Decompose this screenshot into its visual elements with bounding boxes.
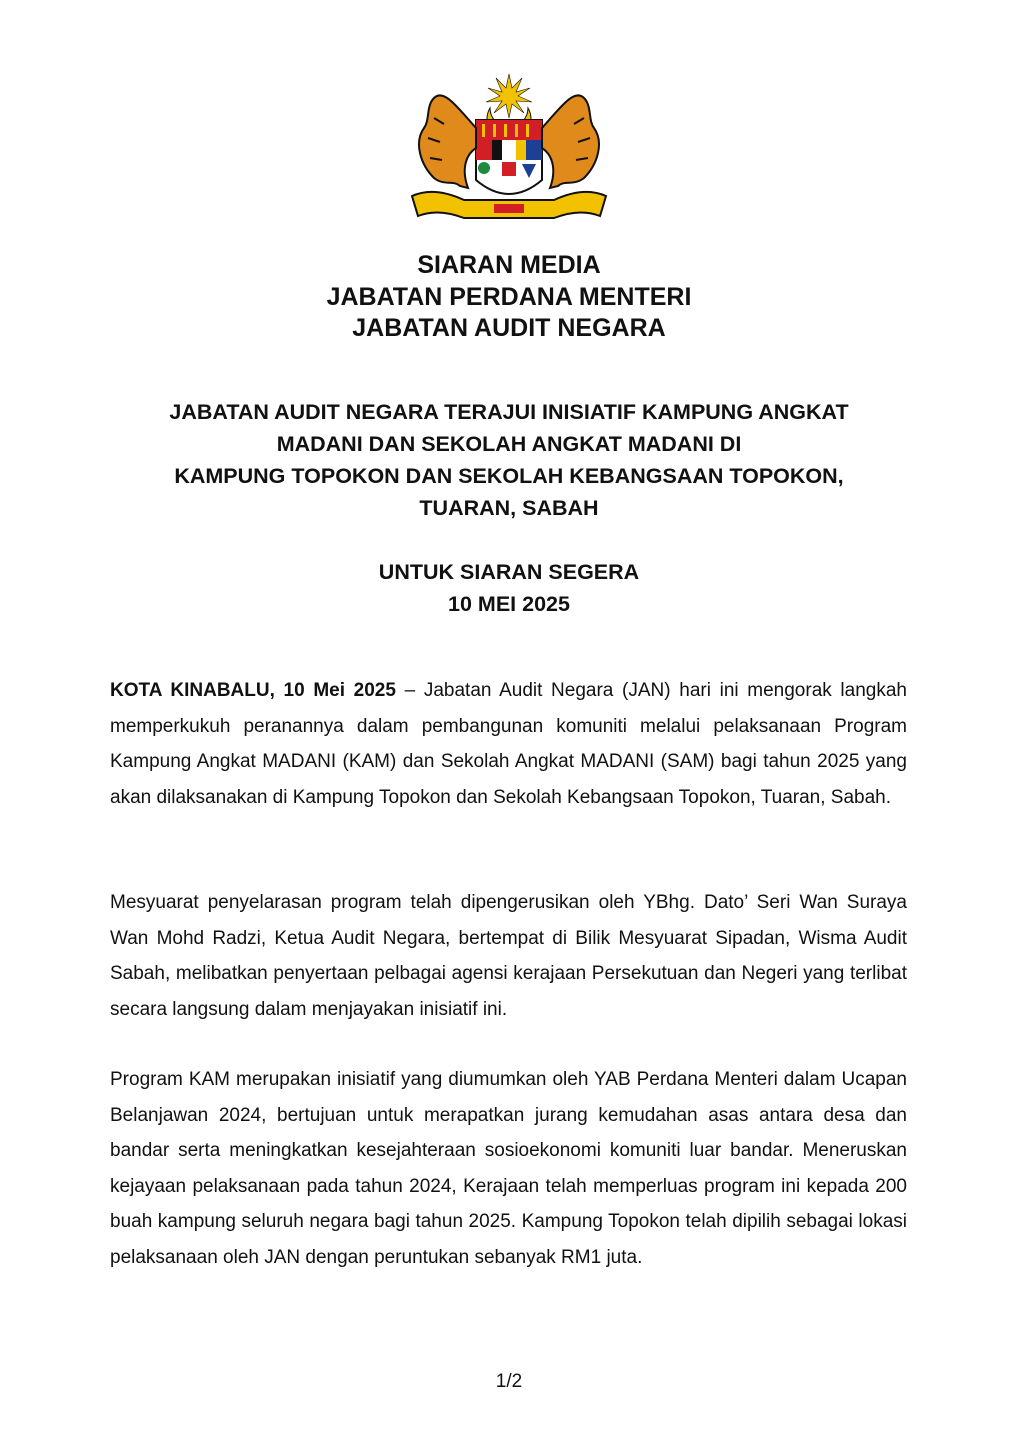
paragraph-3: Program KAM merupakan inisiatif yang diumumkan oleh YAB Perdana Menteri dalam Ucapan Belanjawan 2024, bertujuan untuk merapatkan jurang kemudahan asas antara desa dan bandar serta meningkatkan kesejahteraan sosioekonomi komuniti luar bandar. Meneruskan kejayaan pelaksanaan pada tahun 2024, Kerajaan telah memperluas program ini kepada 200 buah kampung seluruh negara bagi tahun 2025. Kampung Topokon telah dipilih sebagai lokasi pelaksanaan oleh JAN dengan peruntukan sebanyak RM1 juta. bbox=[110, 1069, 907, 1268]
press-title bbox=[110, 396, 908, 524]
page-number: 1/2 bbox=[495, 1371, 523, 1392]
release-date: 10 MEI 2025 bbox=[448, 592, 570, 616]
header-line-2: JABATAN PERDANA MENTERI bbox=[326, 282, 692, 311]
title-line-2: MADANI DAN SEKOLAH ANGKAT MADANI DI bbox=[276, 432, 742, 456]
release-block bbox=[0, 556, 1018, 620]
header-line-1: SIARAN MEDIA bbox=[417, 251, 601, 279]
title-line-3: KAMPUNG TOPOKON DAN SEKOLAH KEBANGSAAN TOPOKON, bbox=[174, 464, 844, 488]
header-line-3: JABATAN AUDIT NEGARA bbox=[352, 314, 666, 342]
malaysia-coat-of-arms-icon bbox=[404, 68, 614, 228]
header-block bbox=[0, 250, 1018, 345]
paragraph-2: Mesyuarat penyelarasan program telah dipengerusikan oleh YBhg. Dato’ Seri Wan Suraya Wan Mohd Radzi, Ketua Audit Negara, bertempat di Bilik Mesyuarat Sipadan, Wisma Audit Sabah, melibatkan penyertaan pelbagai agensi kerajaan Persekutuan dan Negeri yang terlibat secara langsung dalam menjayakan inisiatif ini. bbox=[110, 892, 907, 1020]
title-line-4: TUARAN, SABAH bbox=[419, 496, 599, 520]
title-line-1: JABATAN AUDIT NEGARA TERAJUI INISIATIF KAMPUNG ANGKAT bbox=[169, 400, 849, 424]
paragraph-1 bbox=[110, 673, 907, 815]
release-label: UNTUK SIARAN SEGERA bbox=[378, 560, 640, 584]
paragraph-1-text: – Jabatan Audit Negara (JAN) hari ini mengorak langkah memperkukuh peranannya dalam pembangunan komuniti melalui pelaksanaan Program Kampung Angkat MADANI (KAM) dan Sekolah Angkat MADANI (SAM) bagi tahun 2025 yang akan dilaksanakan di Kampung Topokon dan Sekolah Kebangsaan Topokon, Tuaran, Sabah. bbox=[110, 680, 907, 808]
dateline: KOTA KINABALU, 10 Mei 2025 bbox=[110, 680, 396, 701]
